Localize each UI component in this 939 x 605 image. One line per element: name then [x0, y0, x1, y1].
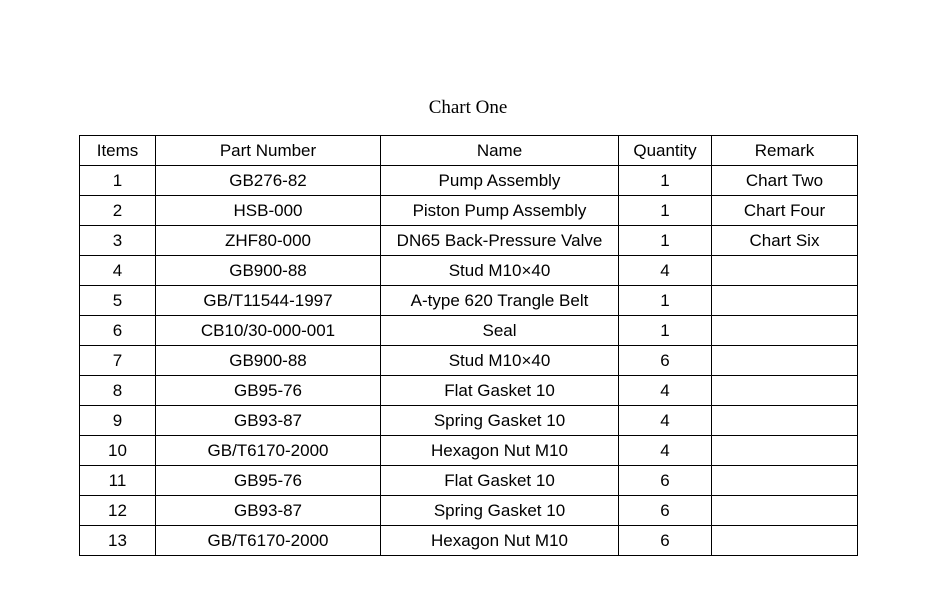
- cell-part-number: CB10/30-000-001: [156, 316, 381, 346]
- cell-item: 5: [80, 286, 156, 316]
- cell-remark: Chart Four: [712, 196, 858, 226]
- cell-quantity: 4: [619, 256, 712, 286]
- cell-part-number: GB900-88: [156, 346, 381, 376]
- cell-remark: [712, 526, 858, 556]
- cell-quantity: 6: [619, 466, 712, 496]
- cell-item: 8: [80, 376, 156, 406]
- table-row: [80, 226, 858, 256]
- cell-remark: [712, 286, 858, 316]
- cell-quantity: 1: [619, 226, 712, 256]
- cell-name: Stud M10×40: [381, 256, 619, 286]
- cell-part-number: GB93-87: [156, 496, 381, 526]
- cell-item: 13: [80, 526, 156, 556]
- document-title: Chart One: [428, 97, 508, 118]
- cell-part-number: GB93-87: [156, 406, 381, 436]
- cell-item: 9: [80, 406, 156, 436]
- cell-name: Seal: [381, 316, 619, 346]
- cell-part-number: ZHF80-000: [156, 226, 381, 256]
- cell-name: Flat Gasket 10: [381, 466, 619, 496]
- cell-name: Hexagon Nut M10: [381, 436, 619, 466]
- cell-remark: [712, 346, 858, 376]
- cell-remark: [712, 436, 858, 466]
- table-row: [80, 406, 858, 436]
- cell-remark: [712, 256, 858, 286]
- cell-name: DN65 Back-Pressure Valve: [381, 226, 619, 256]
- cell-name: Pump Assembly: [381, 166, 619, 196]
- table-header: [80, 136, 858, 166]
- cell-quantity: 4: [619, 376, 712, 406]
- header-part-number: Part Number: [156, 136, 381, 166]
- cell-quantity: 6: [619, 526, 712, 556]
- cell-item: 4: [80, 256, 156, 286]
- cell-remark: [712, 496, 858, 526]
- cell-remark: [712, 466, 858, 496]
- cell-quantity: 6: [619, 496, 712, 526]
- table-row: [80, 316, 858, 346]
- cell-item: 11: [80, 466, 156, 496]
- cell-item: 2: [80, 196, 156, 226]
- cell-item: 7: [80, 346, 156, 376]
- cell-name: Stud M10×40: [381, 346, 619, 376]
- cell-name: Flat Gasket 10: [381, 376, 619, 406]
- header-items: Items: [80, 136, 156, 166]
- cell-remark: [712, 316, 858, 346]
- cell-name: Spring Gasket 10: [381, 496, 619, 526]
- cell-quantity: 1: [619, 286, 712, 316]
- table-row: [80, 346, 858, 376]
- cell-item: 3: [80, 226, 156, 256]
- cell-name: Piston Pump Assembly: [381, 196, 619, 226]
- cell-part-number: GB/T6170-2000: [156, 526, 381, 556]
- cell-quantity: 1: [619, 166, 712, 196]
- cell-item: 1: [80, 166, 156, 196]
- cell-part-number: GB/T11544-1997: [156, 286, 381, 316]
- cell-remark: [712, 406, 858, 436]
- cell-name: Hexagon Nut M10: [381, 526, 619, 556]
- cell-quantity: 1: [619, 316, 712, 346]
- table-body: [80, 166, 858, 556]
- cell-part-number: GB/T6170-2000: [156, 436, 381, 466]
- table-row: [80, 286, 858, 316]
- table-row: [80, 436, 858, 466]
- cell-name: A-type 620 Trangle Belt: [381, 286, 619, 316]
- table-row: [80, 466, 858, 496]
- cell-item: 10: [80, 436, 156, 466]
- cell-remark: Chart Two: [712, 166, 858, 196]
- cell-name: Spring Gasket 10: [381, 406, 619, 436]
- cell-remark: [712, 376, 858, 406]
- table-row: [80, 166, 858, 196]
- cell-part-number: GB95-76: [156, 466, 381, 496]
- cell-part-number: HSB-000: [156, 196, 381, 226]
- cell-quantity: 4: [619, 406, 712, 436]
- header-quantity: Quantity: [619, 136, 712, 166]
- table-row: [80, 256, 858, 286]
- table-row: [80, 526, 858, 556]
- header-remark: Remark: [712, 136, 858, 166]
- parts-table: [79, 135, 858, 556]
- cell-item: 6: [80, 316, 156, 346]
- cell-remark: Chart Six: [712, 226, 858, 256]
- cell-part-number: GB900-88: [156, 256, 381, 286]
- cell-part-number: GB276-82: [156, 166, 381, 196]
- table-row: [80, 376, 858, 406]
- table-row: [80, 496, 858, 526]
- cell-quantity: 4: [619, 436, 712, 466]
- header-name: Name: [381, 136, 619, 166]
- header-row: [80, 136, 858, 166]
- cell-quantity: 1: [619, 196, 712, 226]
- table-row: [80, 196, 858, 226]
- cell-quantity: 6: [619, 346, 712, 376]
- cell-item: 12: [80, 496, 156, 526]
- cell-part-number: GB95-76: [156, 376, 381, 406]
